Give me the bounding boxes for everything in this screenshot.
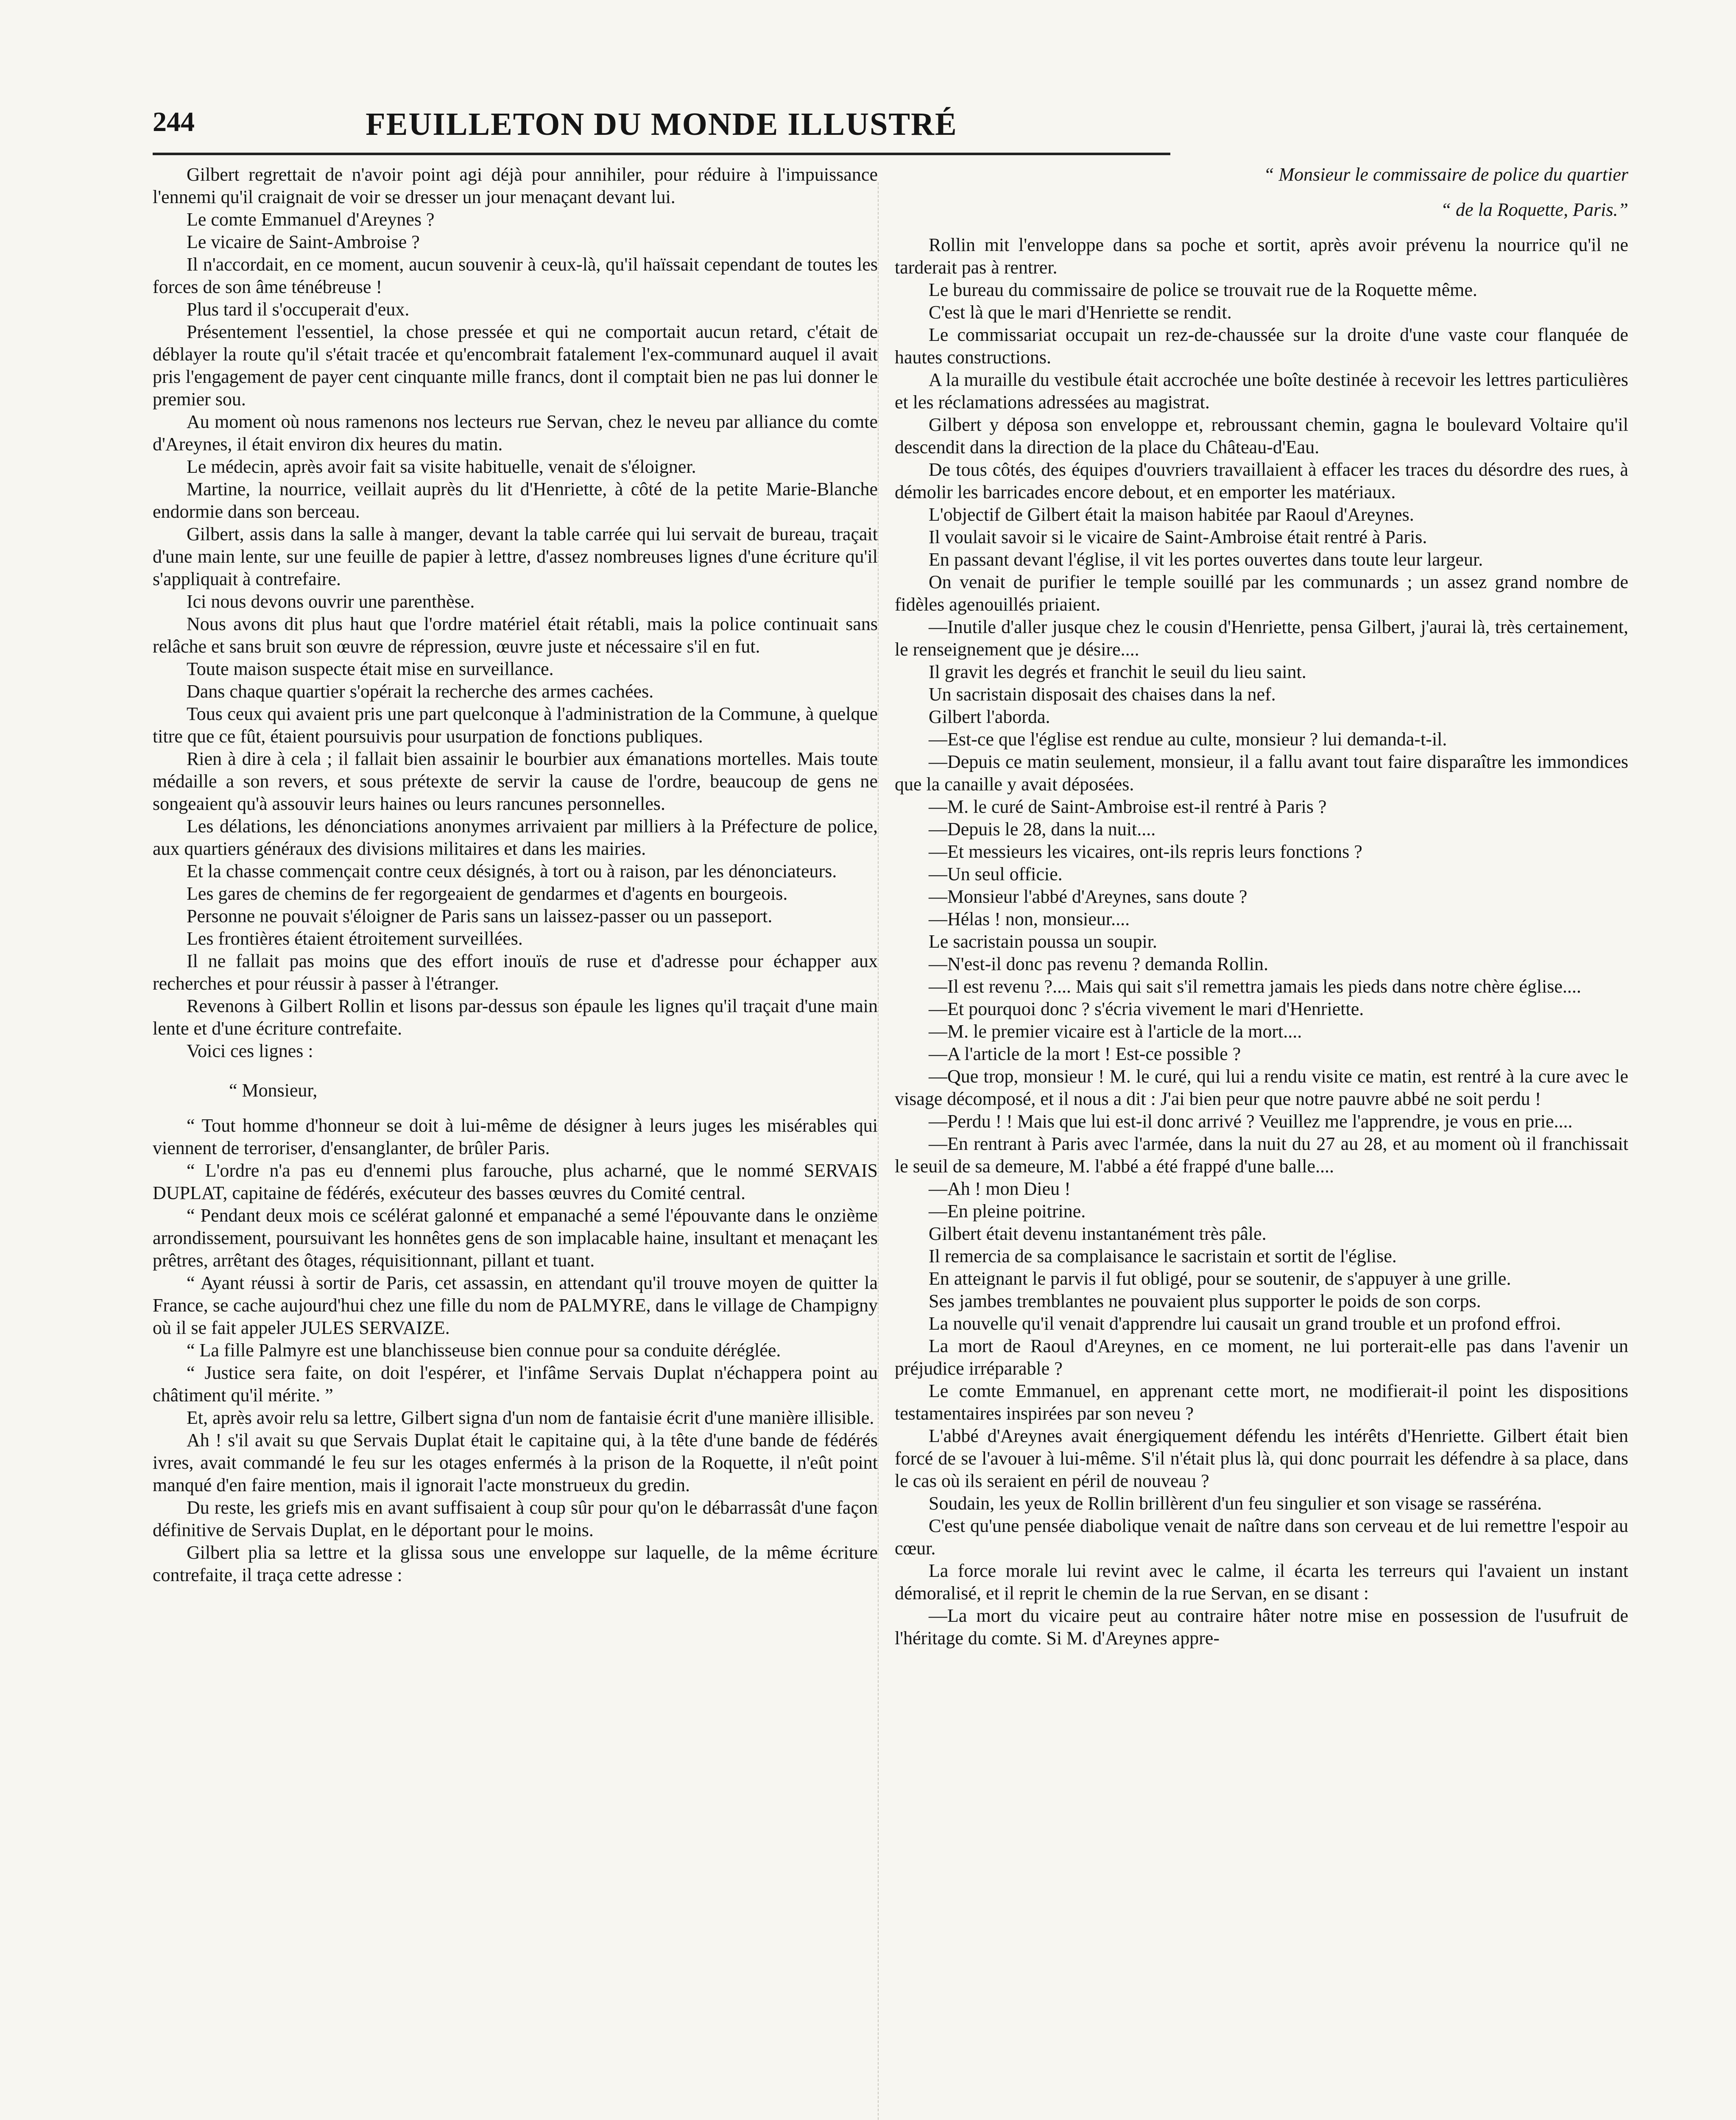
paragraph: C'est là que le mari d'Henriette se rendit. xyxy=(929,302,1232,323)
paragraph: —Est-ce que l'église est rendue au culte, monsieur ? lui demanda-t-il. xyxy=(929,729,1447,750)
paragraph: Voici ces lignes : xyxy=(187,1040,313,1061)
paragraph: Et la chasse commençait contre ceux désignés, à tort ou à raison, par les dénonciateurs. xyxy=(187,861,837,881)
paragraph: Les frontières étaient étroitement surveillées. xyxy=(187,928,523,949)
paragraph: Présentement l'essentiel, la chose pressée et qui ne comportait aucun retard, c'était de déblayer la route qu'il s'était tracée et qu'encombrait fatalement l'ex-communard auquel il avait pris l'engagement de payer cent cinquante mille francs, dont il comptait bien ne pas lui donner le premier sou. xyxy=(153,321,878,410)
paragraph: “ L'ordre n'a pas eu d'ennemi plus farouche, plus acharné, que le nommé SERVAIS DUPLAT, capitaine de fédérés, exécuteur des basses œuvres du Comité central. xyxy=(153,1160,878,1203)
paragraph: La force morale lui revint avec le calme, il écarta les terreurs qui l'avaient un instant démoralisé, et il reprit le chemin de la rue Servan, en se disant : xyxy=(895,1560,1628,1604)
page-number: 244 xyxy=(153,106,195,137)
right-column xyxy=(895,163,1628,2120)
paragraph: Les délations, les dénonciations anonymes arrivaient par milliers à la Préfecture de police, aux quartiers généraux des divisions militaires et dans les mairies. xyxy=(153,816,878,859)
paragraph: La nouvelle qu'il venait d'apprendre lui causait un grand trouble et un profond effroi. xyxy=(929,1313,1561,1334)
paragraph: Rollin mit l'enveloppe dans sa poche et sortit, après avoir prévenu la nourrice qu'il ne tarderait pas à rentrer. xyxy=(895,234,1628,278)
column-gutter xyxy=(878,182,879,2120)
paragraph: —M. le curé de Saint-Ambroise est-il rentré à Paris ? xyxy=(929,796,1327,817)
paragraph: De tous côtés, des équipes d'ouvriers travaillaient à effacer les traces du désordre des rues, à démolir les barricades encore debout, et en emporter les matériaux. xyxy=(895,459,1628,502)
paragraph: Ses jambes tremblantes ne pouvaient plus supporter le poids de son corps. xyxy=(929,1291,1481,1311)
paragraph: “ Monsieur le commissaire de police du quartier xyxy=(1264,164,1628,185)
paragraph: Plus tard il s'occuperait d'eux. xyxy=(187,299,410,320)
paragraph: Le médecin, après avoir fait sa visite habituelle, venait de s'éloigner. xyxy=(187,456,696,477)
paragraph: Un sacristain disposait des chaises dans la nef. xyxy=(929,684,1276,705)
paragraph: —Perdu ! ! Mais que lui est-il donc arrivé ? Veuillez me l'apprendre, je vous en prie.... xyxy=(929,1111,1573,1132)
paragraph: —Que trop, monsieur ! M. le curé, qui lui a rendu visite ce matin, est rentré à la cure avec le visage décomposé, et il nous a dit : J'ai bien peur que notre pauvre abbé ne soit perdu ! xyxy=(895,1066,1628,1109)
paragraph: Ici nous devons ouvrir une parenthèse. xyxy=(187,591,475,612)
paragraph: Gilbert y déposa son enveloppe et, rebroussant chemin, gagna le boulevard Voltaire qu'il descendit dans la direction de la place du Château-d'Eau. xyxy=(895,414,1628,457)
paragraph: —Ah ! mon Dieu ! xyxy=(929,1178,1071,1199)
paragraph: Martine, la nourrice, veillait auprès du lit d'Henriette, à côté de la petite Marie-Blanche endormie dans son berceau. xyxy=(153,479,878,522)
paragraph: Ah ! s'il avait su que Servais Duplat était le capitaine qui, à la tête d'une bande de fédérés ivres, avait commandé le feu sur les otages enfermés à la prison de la Roquette, il n'eût point manqué d'en faire mention, mais il ignorait l'acte monstrueux du gredin. xyxy=(153,1430,878,1495)
paragraph: Dans chaque quartier s'opérait la recherche des armes cachées. xyxy=(187,681,654,702)
paragraph: Personne ne pouvait s'éloigner de Paris sans un laissez-passer ou un passeport. xyxy=(187,906,773,926)
paragraph: Il remercia de sa complaisance le sacristain et sortit de l'église. xyxy=(929,1246,1397,1266)
paragraph: Toute maison suspecte était mise en surveillance. xyxy=(187,658,554,679)
paragraph: —En rentrant à Paris avec l'armée, dans la nuit du 27 au 28, et au moment où il franchissait le seuil de sa demeure, M. l'abbé a été frappé d'une balle.... xyxy=(895,1133,1628,1177)
paragraph: En atteignant le parvis il fut obligé, pour se soutenir, de s'appuyer à une grille. xyxy=(929,1268,1511,1289)
paragraph: Soudain, les yeux de Rollin brillèrent d'un feu singulier et son visage se rasséréna. xyxy=(929,1493,1542,1514)
paragraph: “ Justice sera faite, on doit l'espérer, et l'infâme Servais Duplat n'échappera point au châtiment qu'il mérite. ” xyxy=(153,1362,878,1406)
paragraph: Il n'accordait, en ce moment, aucun souvenir à ceux-là, qu'il haïssait cependant de toutes les forces de son âme ténébreuse ! xyxy=(153,254,878,297)
paragraph: Tous ceux qui avaient pris une part quelconque à l'administration de la Commune, à quelque titre que ce fût, étaient poursuivis pour usurpation de fonctions publiques. xyxy=(153,703,878,747)
paragraph: Au moment où nous ramenons nos lecteurs rue Servan, chez le neveu par alliance du comte d'Areynes, il était environ dix heures du matin. xyxy=(153,411,878,455)
paragraph: Revenons à Gilbert Rollin et lisons par-dessus son épaule les lignes qu'il traçait d'une main lente et d'une écriture contrefaite. xyxy=(153,996,878,1039)
paragraph: Gilbert l'aborda. xyxy=(929,706,1050,727)
paragraph: L'abbé d'Areynes avait énergiquement défendu les intérêts d'Henriette. Gilbert était bien forcé de se l'avouer à lui-même. S'il n'était plus là, qui donc pourrait les défendre à sa place, dans le cas où ils seraient en péril de nouveau ? xyxy=(895,1425,1628,1491)
paragraph: Gilbert plia sa lettre et la glissa sous une enveloppe sur laquelle, de la même écriture contrefaite, il traça cette adresse : xyxy=(153,1542,878,1585)
paragraph: —Depuis ce matin seulement, monsieur, il a fallu avant tout faire disparaître les immondices que la canaille y avait déposées. xyxy=(895,751,1628,795)
paragraph: “ de la Roquette, Paris.” xyxy=(1440,199,1628,220)
page-header xyxy=(153,106,1170,155)
paragraph: Le bureau du commissaire de police se trouvait rue de la Roquette même. xyxy=(929,279,1477,300)
paragraph: Gilbert, assis dans la salle à manger, devant la table carrée qui lui servait de bureau, traçait d'une main lente, sur une feuille de papier à lettre, d'assez nombreuses lignes d'une écriture qu'il s'appliquait à contrefaire. xyxy=(153,524,878,589)
paragraph: C'est qu'une pensée diabolique venait de naître dans son cerveau et de lui remettre l'espoir au cœur. xyxy=(895,1515,1628,1559)
paragraph: Le sacristain poussa un soupir. xyxy=(929,931,1157,952)
paragraph: Du reste, les griefs mis en avant suffisaient à coup sûr pour qu'on le débarrassât d'une façon définitive de Servais Duplat, en le déportant pour le moins. xyxy=(153,1497,878,1540)
paragraph: —Hélas ! non, monsieur.... xyxy=(929,909,1130,929)
paragraph: On venait de purifier le temple souillé par les communards ; un assez grand nombre de fidèles agenouillés priaient. xyxy=(895,572,1628,615)
paragraph: Il gravit les degrés et franchit le seuil du lieu saint. xyxy=(929,661,1306,682)
paragraph: Nous avons dit plus haut que l'ordre matériel était rétabli, mais la police continuait sans relâche et sans bruit son œuvre de répression, œuvre juste et nécessaire s'il en fut. xyxy=(153,614,878,657)
paragraph: —En pleine poitrine. xyxy=(929,1201,1086,1222)
paragraph: Le vicaire de Saint-Ambroise ? xyxy=(187,232,420,252)
paragraph: —Il est revenu ?.... Mais qui sait s'il remettra jamais les pieds dans notre chère église.... xyxy=(929,976,1581,997)
paragraph: —N'est-il donc pas revenu ? demanda Rollin. xyxy=(929,954,1268,974)
paragraph: Il voulait savoir si le vicaire de Saint-Ambroise était rentré à Paris. xyxy=(929,527,1427,547)
paragraph: —M. le premier vicaire est à l'article de la mort.... xyxy=(929,1021,1302,1042)
paragraph: “ Tout homme d'honneur se doit à lui-même de désigner à leurs juges les misérables qui viennent de terroriser, d'ensanglanter, de brûler Paris. xyxy=(153,1115,878,1158)
paragraph: Les gares de chemins de fer regorgeaient de gendarmes et d'agents en bourgeois. xyxy=(187,883,788,904)
paragraph: Le comte Emmanuel, en apprenant cette mort, ne modifierait-il point les dispositions testamentaires inspirées par son neveu ? xyxy=(895,1381,1628,1424)
paragraph: La mort de Raoul d'Areynes, en ce moment, ne lui porterait-elle pas dans l'avenir un préjudice irréparable ? xyxy=(895,1336,1628,1379)
paragraph: —Un seul officie. xyxy=(929,864,1063,884)
paragraph: “ La fille Palmyre est une blanchisseuse bien connue pour sa conduite déréglée. xyxy=(187,1340,781,1361)
paragraph: A la muraille du vestibule était accrochée une boîte destinée à recevoir les lettres particulières et les réclamations adressées au magistrat. xyxy=(895,369,1628,413)
paragraph: “ Monsieur, xyxy=(229,1080,318,1101)
paragraph: Le comte Emmanuel d'Areynes ? xyxy=(187,209,435,230)
paragraph: Rien à dire à cela ; il fallait bien assainir le bourbier aux émanations mortelles. Mais toute médaille a son revers, et sous prétexte de servir la cause de l'ordre, beaucoup de gens ne songeaient qu'à assouvir leurs haines ou leurs rancunes personnelles. xyxy=(153,748,878,814)
paragraph: —A l'article de la mort ! Est-ce possible ? xyxy=(929,1043,1241,1064)
paragraph: —La mort du vicaire peut au contraire hâter notre mise en possession de l'usufruit de l'héritage du comte. Si M. d'Areynes appre- xyxy=(895,1605,1628,1649)
paragraph: “ Pendant deux mois ce scélérat galonné et empanaché a semé l'épouvante dans le onzième arrondissement, poursuivant les honnêtes gens de son implacable haine, insultant et menaçant les prêtres, arrêtant des ôtages, réquisitionnant, pillant et tuant. xyxy=(153,1205,878,1271)
paragraph: —Et messieurs les vicaires, ont-ils repris leurs fonctions ? xyxy=(929,841,1362,862)
running-title: FEUILLETON DU MONDE ILLUSTRÉ xyxy=(366,106,957,142)
paragraph: Gilbert était devenu instantanément très pâle. xyxy=(929,1223,1267,1244)
paragraph: En passant devant l'église, il vit les portes ouvertes dans toute leur largeur. xyxy=(929,549,1483,570)
paragraph: Il ne fallait pas moins que des effort inouïs de ruse et d'adresse pour échapper aux recherches et pour réussir à passer à l'étranger. xyxy=(153,951,878,994)
left-column xyxy=(153,163,878,2120)
paragraph: —Et pourquoi donc ? s'écria vivement le mari d'Henriette. xyxy=(929,999,1364,1019)
paragraph: Gilbert regrettait de n'avoir point agi déjà pour annihiler, pour réduire à l'impuissance l'ennemi qu'il craignait de voir se dresser un jour menaçant devant lui. xyxy=(153,164,878,207)
paragraph: —Depuis le 28, dans la nuit.... xyxy=(929,819,1156,840)
paragraph: “ Ayant réussi à sortir de Paris, cet assassin, en attendant qu'il trouve moyen de quitter la France, se cache aujourd'hui chez une fille du nom de PALMYRE, dans le village de Champigny où il se fait appeler JULES SERVAIZE. xyxy=(153,1272,878,1338)
paragraph: L'objectif de Gilbert était la maison habitée par Raoul d'Areynes. xyxy=(929,504,1414,525)
paragraph: —Inutile d'aller jusque chez le cousin d'Henriette, pensa Gilbert, j'aurai là, très certainement, le renseignement que je désire.... xyxy=(895,616,1628,660)
paragraph: Le commissariat occupait un rez-de-chaussée sur la droite d'une vaste cour flanquée de hautes constructions. xyxy=(895,324,1628,368)
paragraph: Et, après avoir relu sa lettre, Gilbert signa d'un nom de fantaisie écrit d'une manière illisible. xyxy=(187,1407,874,1428)
paragraph: —Monsieur l'abbé d'Areynes, sans doute ? xyxy=(929,886,1248,907)
